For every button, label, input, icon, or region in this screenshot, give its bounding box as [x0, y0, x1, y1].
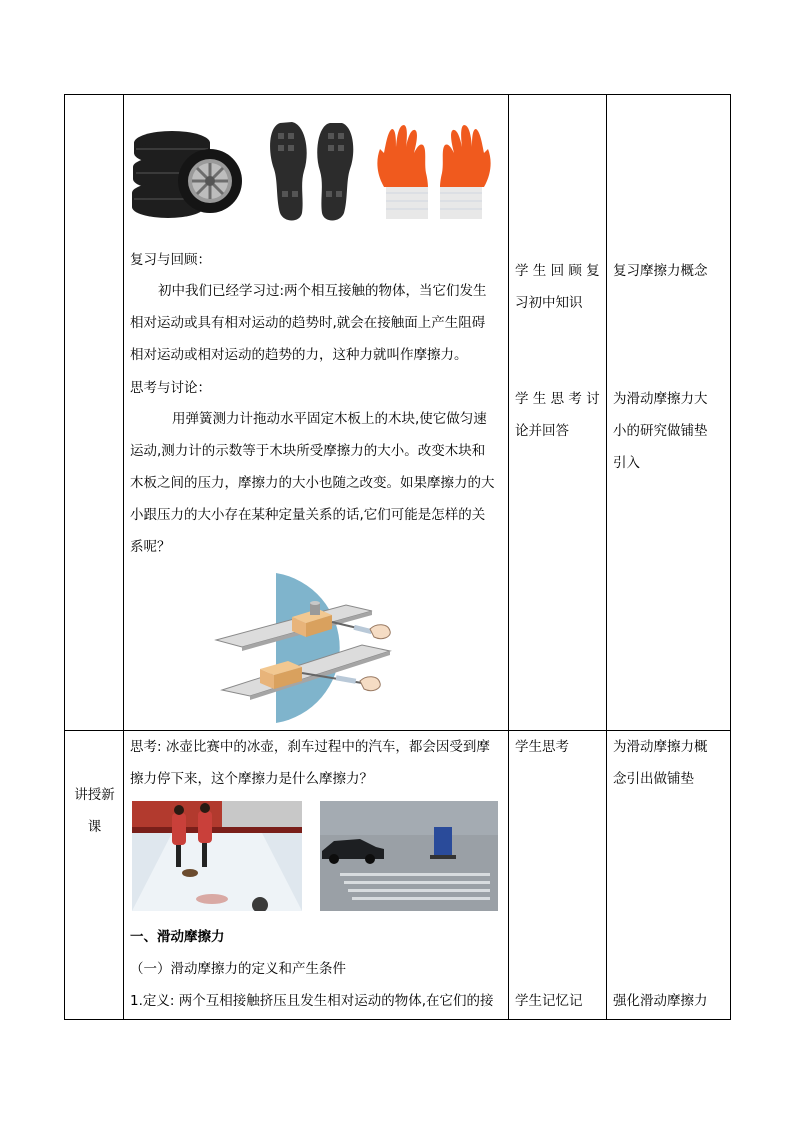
shoe-soles-image [266, 119, 356, 223]
student-memory: 学生记忆记 [515, 993, 583, 1009]
review-line: 初中我们已经学习过:两个相互接触的物体，当它们发生 [158, 283, 487, 299]
design-intent-cell-1 [607, 95, 731, 731]
discuss-heading: 思考与讨论： [130, 380, 211, 396]
intent-line: 念引出做铺垫 [613, 771, 694, 787]
phase-label: 课 [87, 819, 102, 835]
content-cell-1 [124, 95, 509, 731]
braking-car-photo [320, 801, 498, 911]
design-intent-cell-2 [607, 731, 731, 1020]
student-discuss-line: 学 生 思 考 讨 [515, 391, 600, 407]
content-cell-2 [124, 731, 509, 1020]
discuss-line: 用弹簧测力计拖动水平固定木板上的木块,使它做匀速 [172, 411, 487, 427]
student-think: 学生思考 [515, 739, 569, 755]
intent-review-line: 复习摩擦力概念 [613, 263, 708, 279]
discuss-line: 系呢？ [130, 539, 171, 555]
subsection-title: （一）滑动摩擦力的定义和产生条件 [130, 961, 346, 977]
think-line: 思考: 冰壶比赛中的冰壶，刹车过程中的汽车，都会因受到摩 [130, 739, 490, 755]
discuss-line: 运动,测力计的示数等于木块所受摩擦力的大小。改变木块和 [130, 443, 486, 459]
student-discuss-line: 论并回答 [515, 423, 569, 439]
review-heading: 复习与回顾： [130, 252, 211, 268]
think-line: 擦力停下来，这个摩擦力是什么摩擦力？ [130, 771, 373, 787]
phase-label: 讲授新 [74, 787, 115, 803]
definition-line: 1.定义: 两个互相接触挤压且发生相对运动的物体,在它们的接 [130, 993, 494, 1009]
discuss-line: 木板之间的压力，摩擦力的大小也随之改变。如果摩擦力的大 [130, 475, 495, 491]
gloves-image [372, 123, 497, 221]
phase-cell-2 [65, 731, 124, 1020]
discuss-line: 小跟压力的大小存在某种定量关系的话,它们可能是怎样的关 [130, 507, 486, 523]
review-line: 相对运动或具有相对运动的趋势时,就会在接触面上产生阻碍 [130, 315, 486, 331]
curling-photo [132, 801, 302, 911]
section-title: 一、滑动摩擦力 [130, 929, 225, 945]
intent-discuss-line: 小的研究做铺垫 [613, 423, 708, 439]
tires-image [132, 121, 242, 221]
student-activity-cell-1 [509, 95, 607, 731]
student-review-line: 学 生 回 顾 复 [515, 263, 600, 279]
phase-cell-1 [65, 95, 124, 731]
intent-strengthen: 强化滑动摩擦力 [613, 993, 708, 1009]
review-line: 相对运动或相对运动的趋势的力，这种力就叫作摩擦力。 [130, 347, 468, 363]
intent-line: 为滑动摩擦力概 [613, 739, 708, 755]
friction-experiment-image [212, 565, 422, 723]
intent-discuss-line: 为滑动摩擦力大 [613, 391, 708, 407]
intent-discuss-line: 引入 [613, 455, 640, 471]
lesson-plan-table [64, 94, 731, 1020]
student-review-line: 习初中知识 [515, 295, 583, 311]
student-activity-cell-2 [509, 731, 607, 1020]
